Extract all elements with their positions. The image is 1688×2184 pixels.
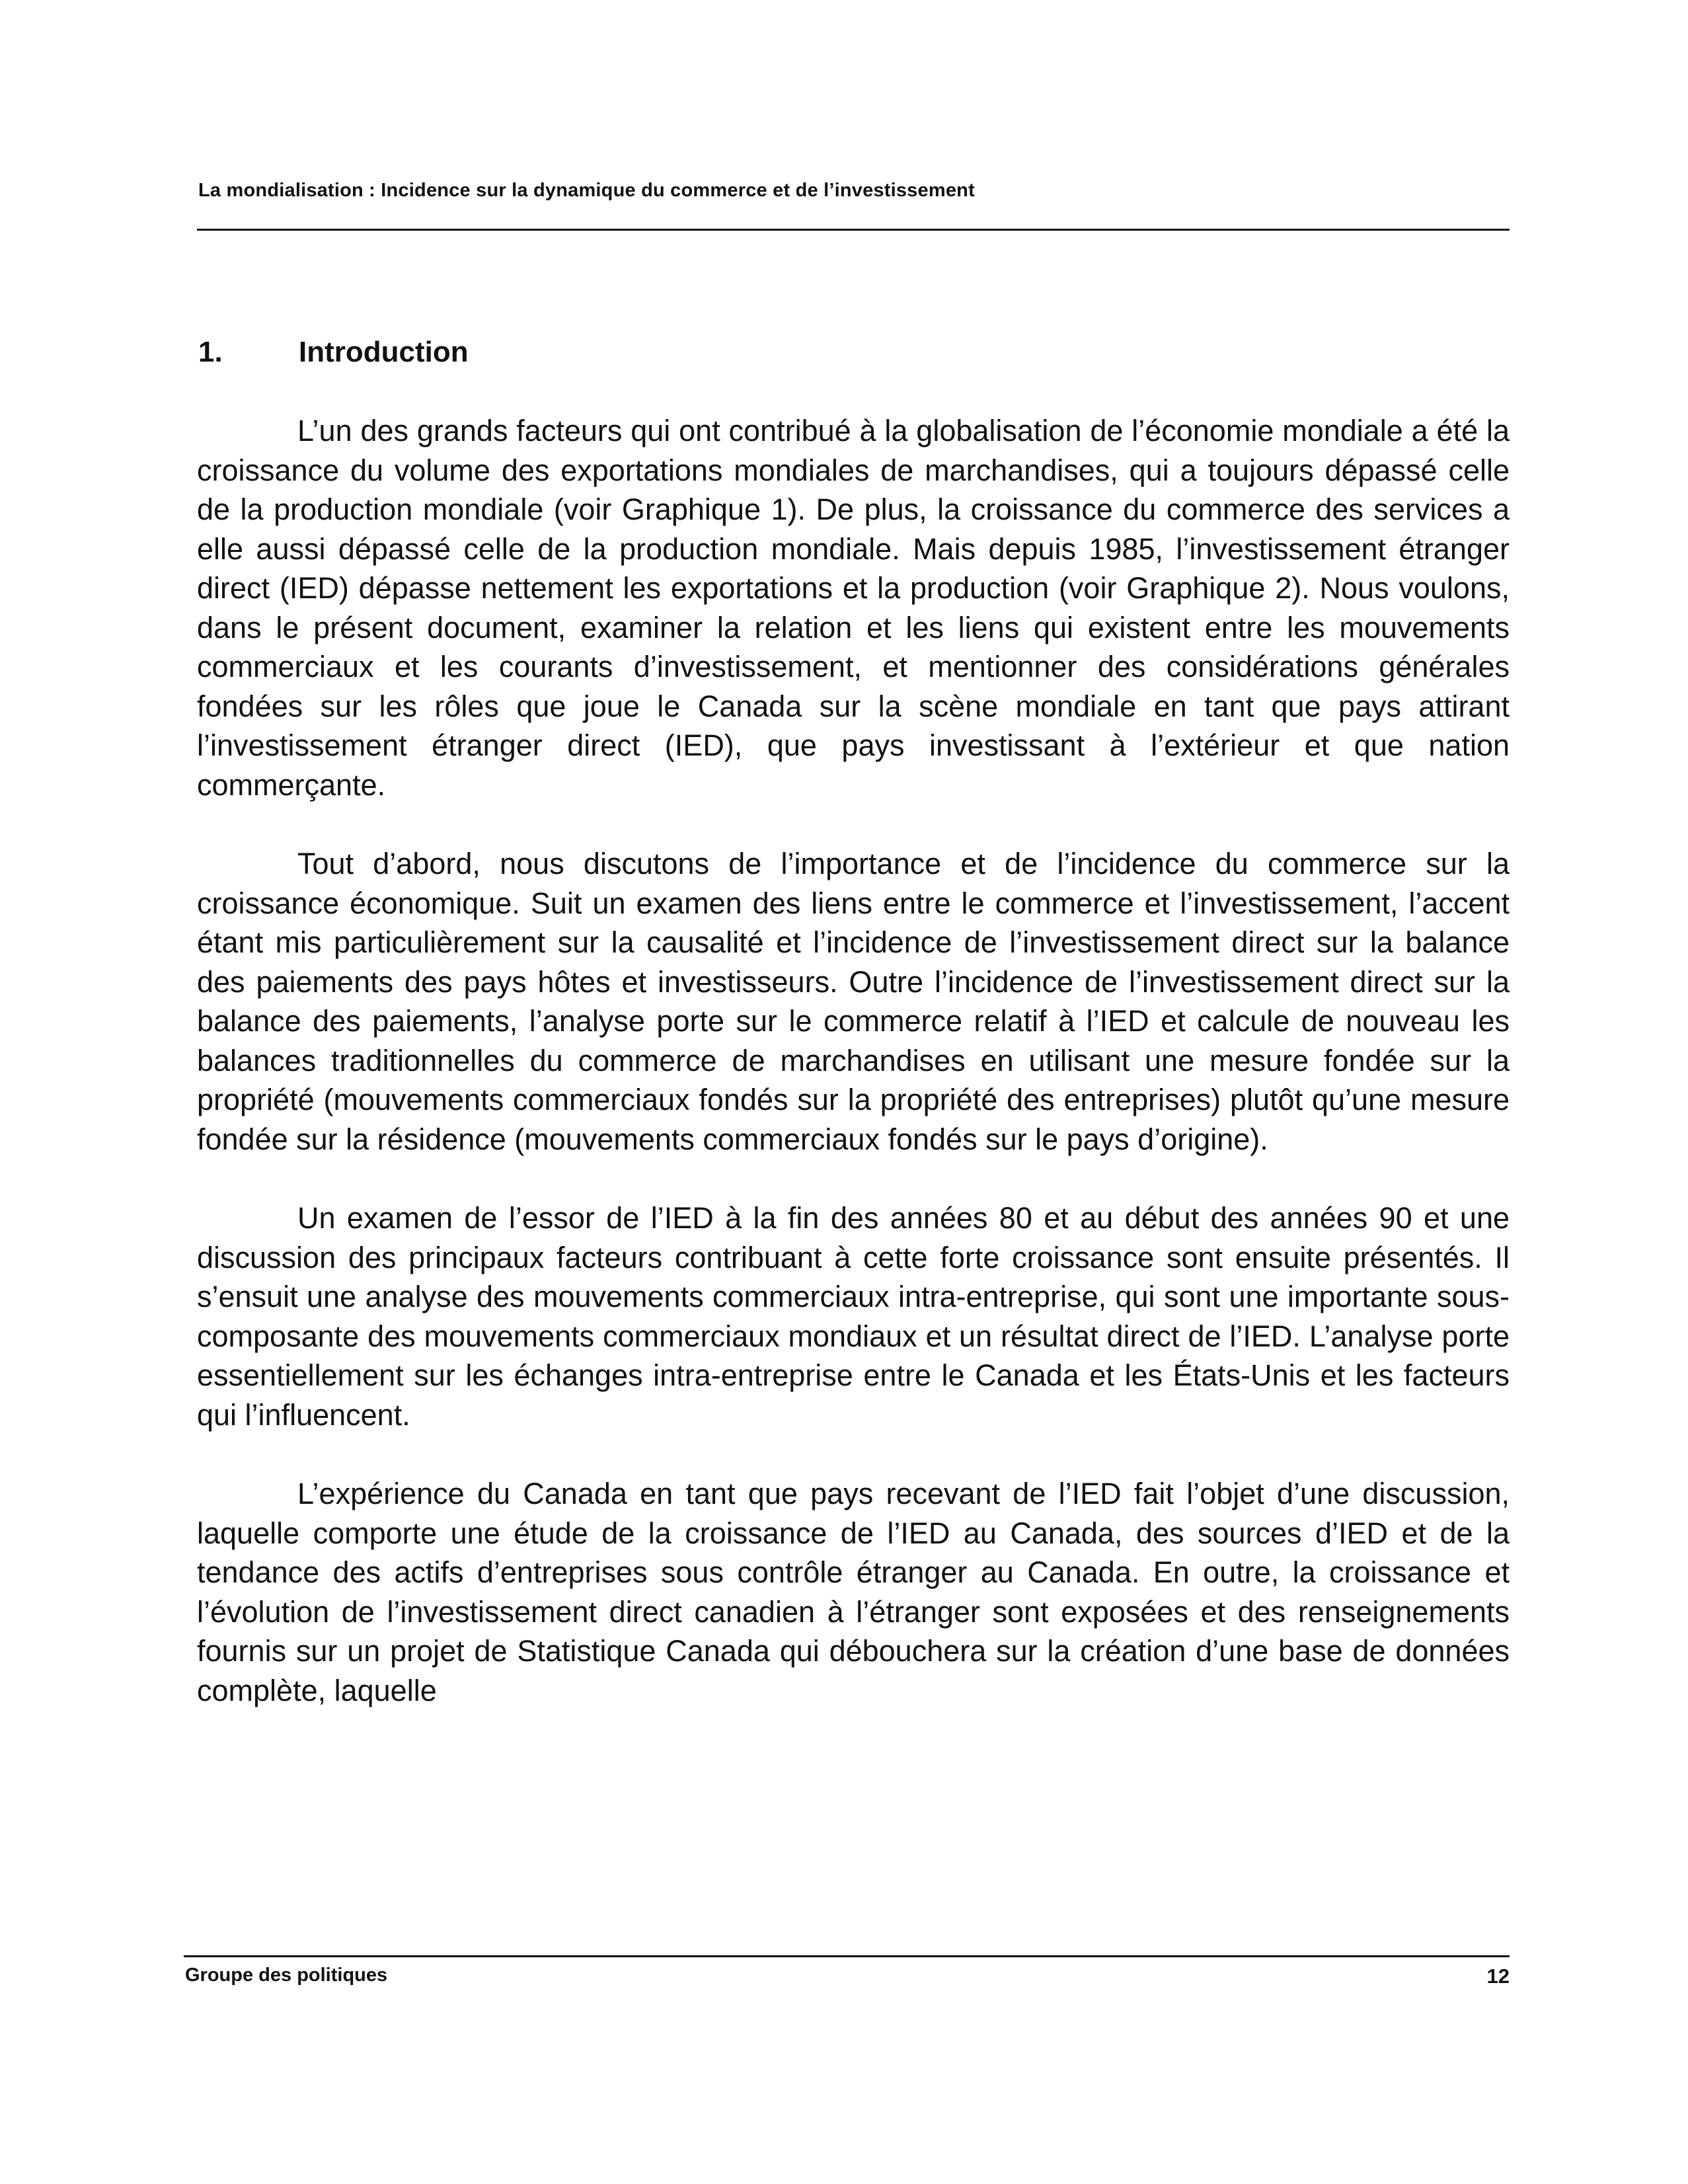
paragraph-4: L’expérience du Canada en tant que pays recevant de l’IED fait l’objet d’une discussion, laquelle comporte une étude de la croissance de l’IED au Canada, des sources d’IED et de la tendance des actifs d’entreprises sous contrôle étranger au Canada. En outre, la croissance et l’évolution de l’investissement direct canadien à l’étranger sont exposées et des renseignements fournis sur un projet de Statistique Canada qui débouchera sur la création d’une base de données complète, laquelle — [197, 1477, 1510, 1707]
page-number: 12 — [1486, 1965, 1510, 1988]
footer-label: Groupe des politiques — [185, 1965, 388, 1986]
paragraph-2: Tout d’abord, nous discutons de l’importance et de l’incidence du commerce sur la croissance économique. Suit un examen des liens entre le commerce et l’investissement, l’accent étant mis particulièrement sur la causalité et l’incidence de l’investissement direct sur la balance des paiements des pays hôtes et investisseurs. Outre l’incidence de l’investissement direct sur la balance des paiements, l’analyse porte sur le commerce relatif à l’IED et calcule de nouveau les balances traditionnelles du commerce de marchandises en utilisant une mesure fondée sur la propriété (mouvements commerciaux fondés sur la propriété des entreprises) plutôt qu’une mesure fondée sur la résidence (mouvements commerciaux fondés sur le pays d’origine). — [197, 847, 1510, 1156]
paragraph-3: Un examen de l’essor de l’IED à la fin des années 80 et au début des années 90 et une discussion des principaux facteurs contribuant à cette forte croissance sont ensuite présentés. Il s’ensuit une analyse des mouvements commerciaux intra-entreprise, qui sont une importante sous-composante des mouvements commerciaux mondiaux et un résultat direct de l’IED. L’analyse porte essentiellement sur les échanges intra-entreprise entre le Canada et les États-Unis et les facteurs qui l’influencent. — [197, 1201, 1510, 1432]
section-title: Introduction — [299, 336, 469, 368]
footer-rule — [184, 1955, 1510, 1957]
paragraph-1: L’un des grands facteurs qui ont contribué à la globalisation de l’économie mondiale a été la croissance du volume des exportations mondiales de marchandises, qui a toujours dépassé celle de la production mondiale (voir Graphique 1). De plus, la croissance du commerce des services a elle aussi dépassé celle de la production mondiale. Mais depuis 1985, l’investissement étranger direct (IED) dépasse nettement les exportations et la production (voir Graphique 2). Nous voulons, dans le présent document, examiner la relation et les liens qui existent entre les mouvements commerciaux et les courants d’investissement, et mentionner des considérations générales fondées sur les rôles que joue le Canada sur la scène mondiale en tant que pays attirant l’investissement étranger direct (IED), que pays investissant à l’extérieur et que nation commerçante. — [197, 414, 1510, 802]
section-number: 1. — [198, 336, 223, 368]
body-text — [197, 411, 1510, 1710]
header-rule — [197, 229, 1510, 231]
section-heading — [198, 336, 469, 369]
running-header: La mondialisation : Incidence sur la dynamique du commerce et de l’investissement — [198, 180, 975, 201]
